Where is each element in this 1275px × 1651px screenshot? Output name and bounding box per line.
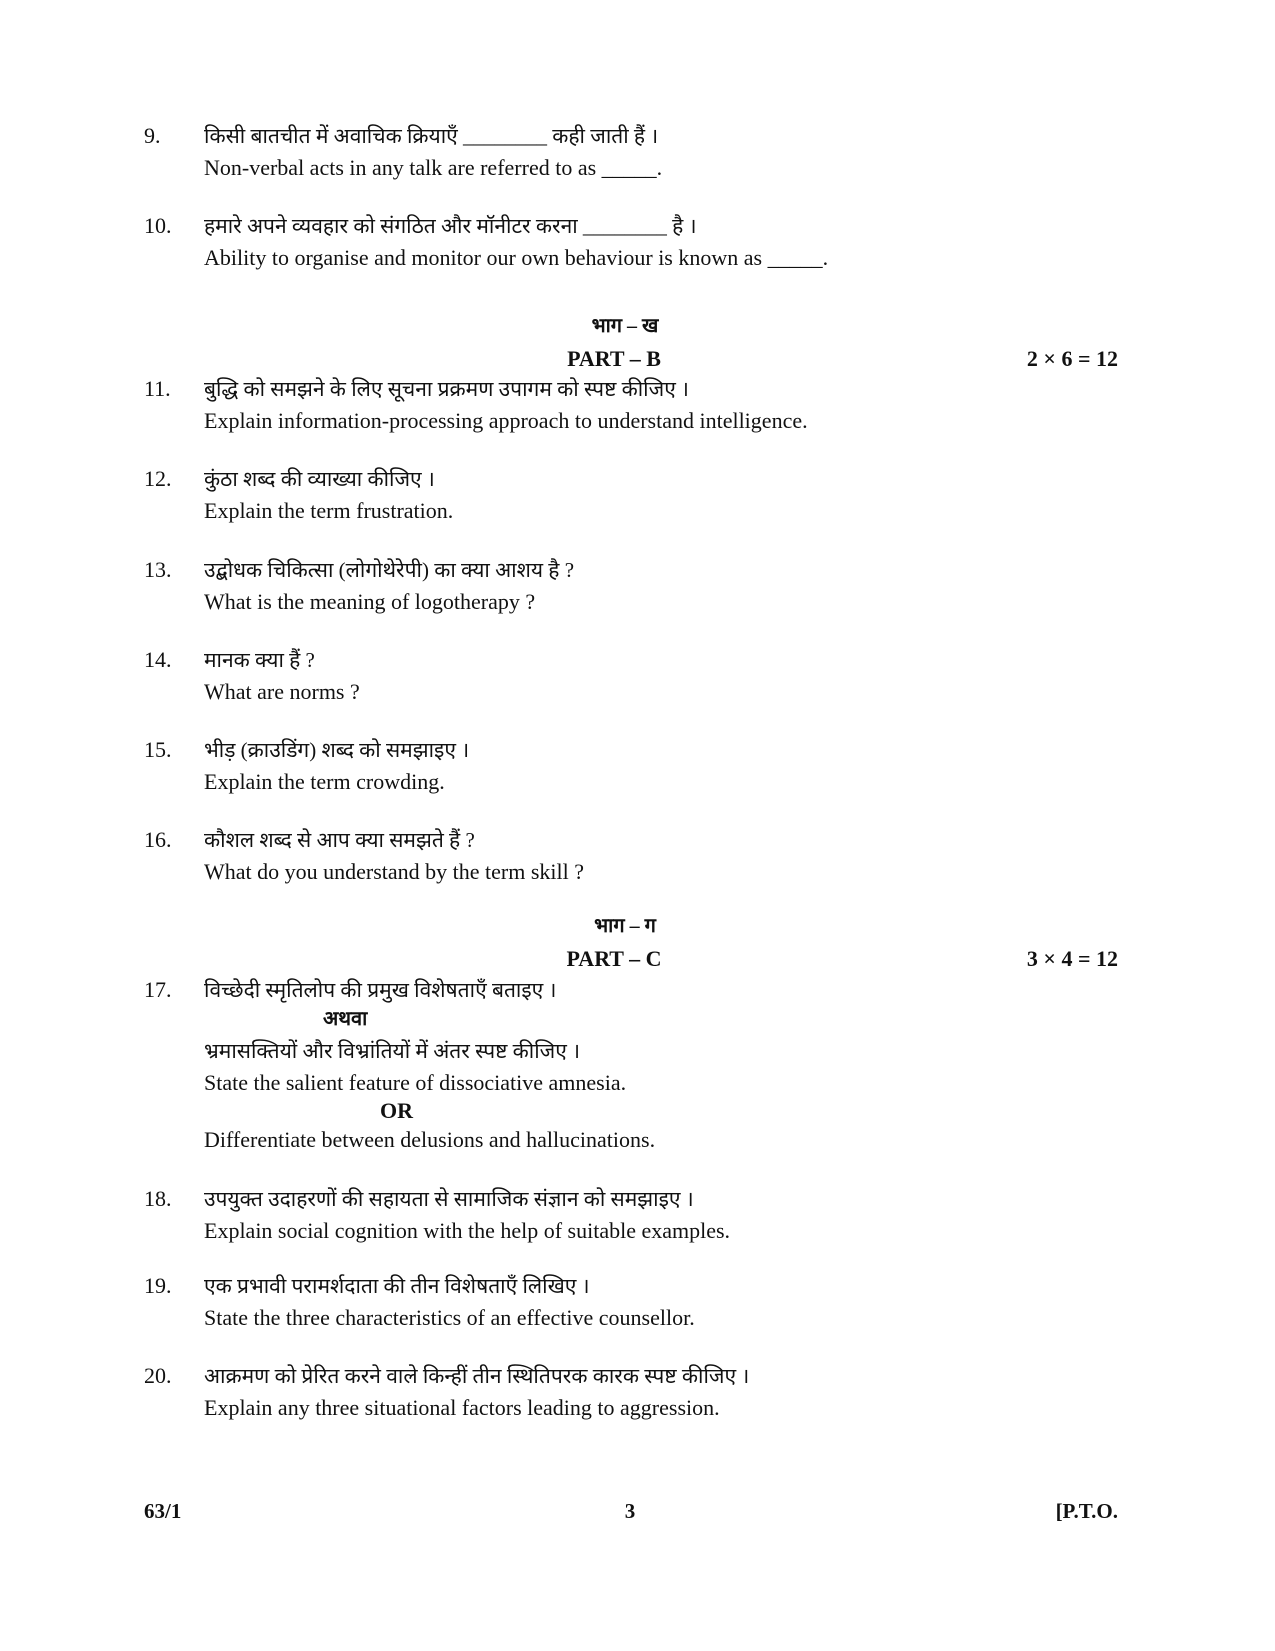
question-number: 19. — [144, 1273, 172, 1298]
question-number: 13. — [144, 557, 172, 582]
question-text-english: What is the meaning of logotherapy ? — [204, 589, 536, 614]
question-text-hindi: एक प्रभावी परामर्शदाता की तीन विशेषताएँ लिखिए । — [204, 1274, 590, 1298]
question-text-hindi: कुंठा शब्द की व्याख्या कीजिए । — [204, 467, 435, 491]
paper-code: 63/1 — [144, 1499, 182, 1523]
page-number: 3 — [624, 1499, 636, 1523]
question-text-english: Explain social cognition with the help of suitable examples. — [204, 1218, 731, 1243]
question-number: 20. — [144, 1363, 172, 1388]
question-text-english: Explain the term frustration. — [204, 498, 454, 523]
question-text-english: Explain any three situational factors leading to aggression. — [204, 1395, 720, 1420]
question-number: 16. — [144, 827, 172, 852]
question-text-hindi: उपयुक्त उदाहरणों की सहायता से सामाजिक संज्ञान को समझाइए । — [204, 1187, 694, 1211]
question-text-hindi: उद्बोधक चिकित्सा (लोगोथेरेपी) का क्या आशय है ? — [204, 558, 575, 582]
question-text-hindi: बुद्धि को समझने के लिए सूचना प्रक्रमण उपागम को स्पष्ट कीजिए । — [204, 377, 690, 401]
question-number: 12. — [144, 466, 172, 491]
question-text-english: Explain information-processing approach to understand intelligence. — [204, 408, 808, 433]
alternative-question-hindi: भ्रमासक्तियों और विभ्रांतियों में अंतर स्पष्ट कीजिए । — [204, 1039, 581, 1063]
question-number: 14. — [144, 647, 172, 672]
question-text-hindi: भीड़ (क्राउडिंग) शब्द को समझाइए । — [204, 738, 470, 762]
question-text-english: State the three characteristics of an effective counsellor. — [204, 1305, 695, 1330]
question-text-hindi: हमारे अपने व्यवहार को संगठित और मॉनीटर करना ________ है । — [204, 214, 697, 238]
question-text-hindi: किसी बातचीत में अवाचिक क्रियाएँ ________ कही जाती हैं । — [204, 124, 659, 148]
part-b-title: PART – B — [567, 346, 661, 371]
or-label-hindi: अथवा — [323, 1008, 368, 1030]
question-text-english: What are norms ? — [204, 679, 360, 704]
question-text-hindi: मानक क्या हैं ? — [204, 648, 315, 672]
question-text-english: What do you understand by the term skill ? — [204, 859, 585, 884]
pto-label: [P.T.O. — [1055, 1499, 1118, 1523]
question-number: 15. — [144, 737, 172, 762]
question-text-english: State the salient feature of dissociative amnesia. — [204, 1070, 627, 1095]
or-label: OR — [380, 1098, 413, 1123]
part-c-marks: 3 × 4 = 12 — [1026, 946, 1118, 971]
question-text-hindi: विच्छेदी स्मृतिलोप की प्रमुख विशेषताएँ बताइए । — [204, 978, 557, 1002]
question-number: 18. — [144, 1186, 172, 1211]
question-number: 9. — [144, 123, 161, 148]
question-number: 17. — [144, 977, 172, 1002]
alternative-question-english: Differentiate between delusions and hallucinations. — [204, 1127, 656, 1152]
part-c-title-hindi: भाग – ग — [594, 915, 656, 937]
question-text-hindi: कौशल शब्द से आप क्या समझते हैं ? — [204, 828, 475, 852]
question-number: 11. — [144, 376, 171, 401]
question-text-english: Ability to organise and monitor our own behaviour is known as _____. — [204, 245, 829, 270]
part-b-title-hindi: भाग – ख — [591, 315, 659, 337]
question-text-english: Non-verbal acts in any talk are referred to as _____. — [204, 155, 663, 180]
question-text-hindi: आक्रमण को प्रेरित करने वाले किन्हीं तीन स्थितिपरक कारक स्पष्ट कीजिए । — [204, 1364, 750, 1388]
question-number: 10. — [144, 213, 172, 238]
question-text-english: Explain the term crowding. — [204, 769, 445, 794]
part-c-title: PART – C — [566, 946, 662, 971]
part-b-marks: 2 × 6 = 12 — [1026, 346, 1118, 371]
